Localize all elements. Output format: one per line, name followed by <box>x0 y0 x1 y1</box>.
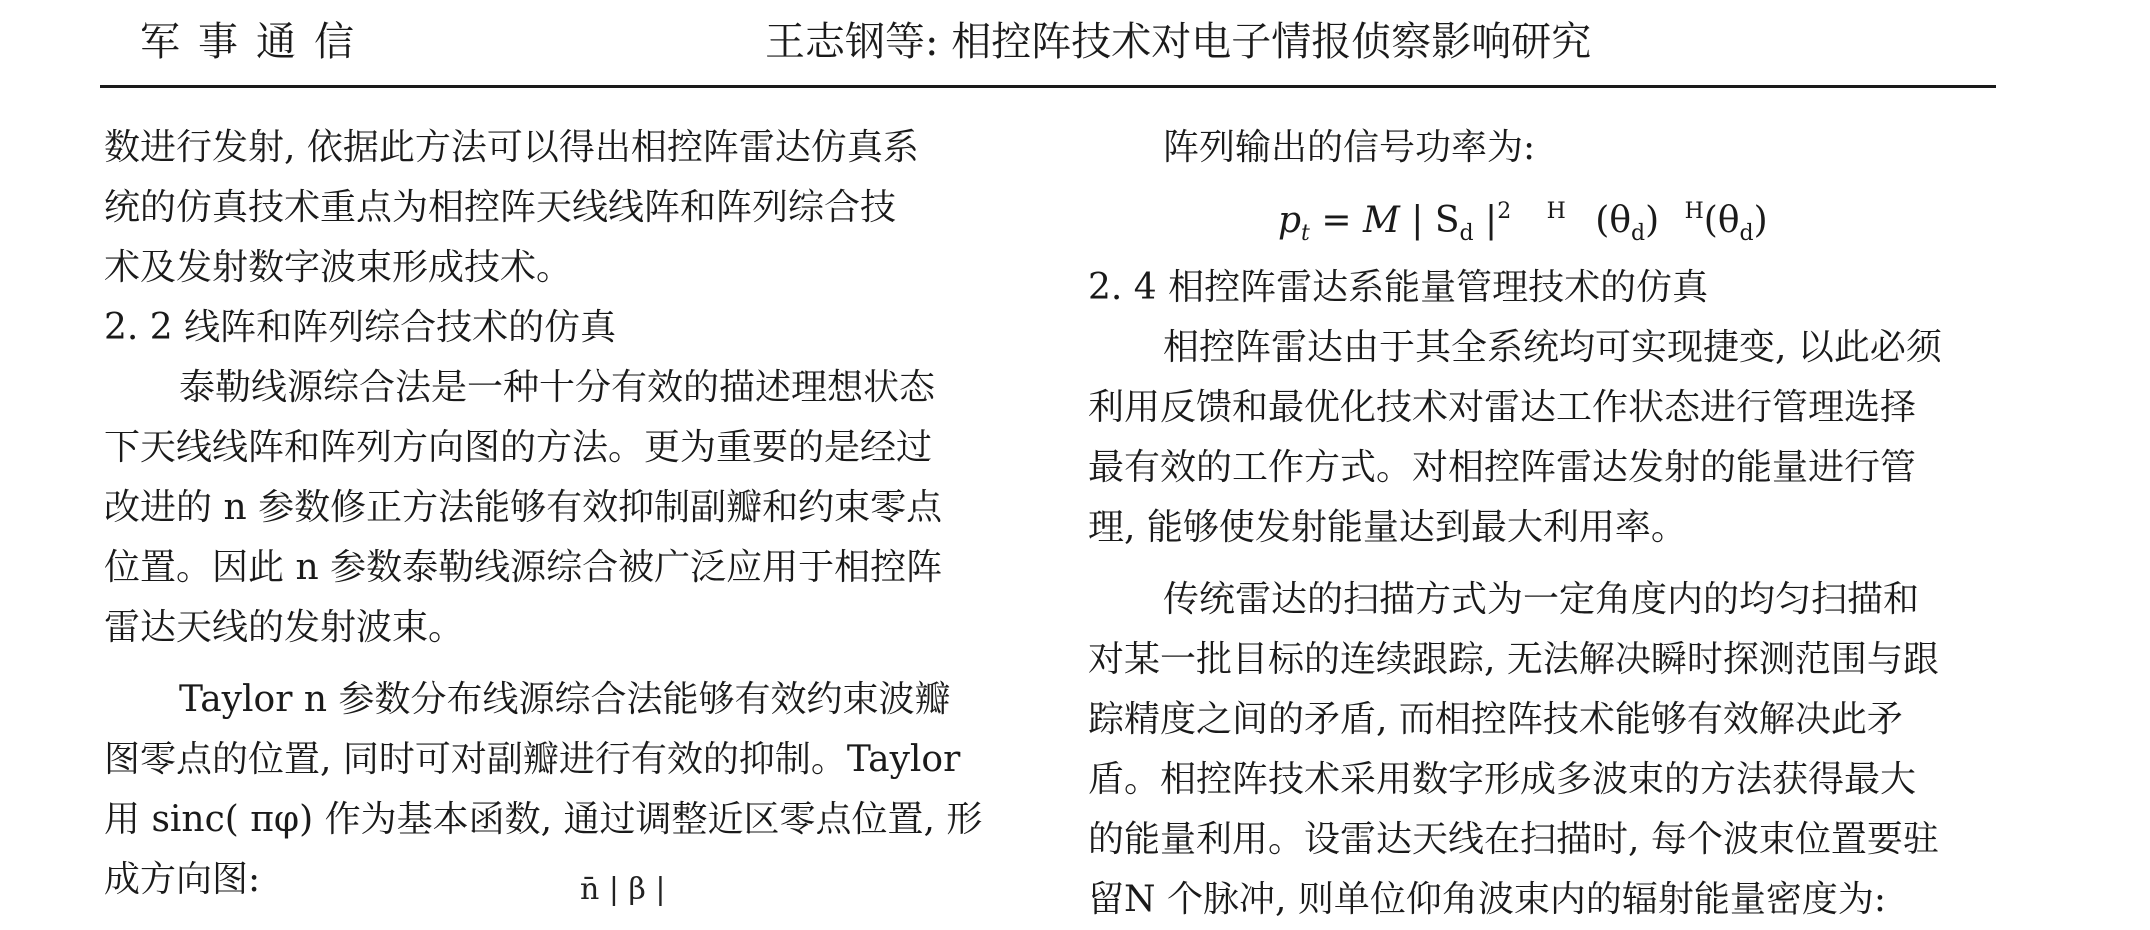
right-column <box>1088 118 2000 930</box>
text-line: 术及发射数字波束形成技术。 <box>104 247 573 288</box>
text-line: 泰勒线源综合法是一种十分有效的描述理想状态 <box>179 367 936 408</box>
text-line: 雷达天线的发射波束。 <box>104 607 465 648</box>
text-line: 传统雷达的扫描方式为一定角度内的均匀扫描和 <box>1163 579 1920 620</box>
paragraph <box>1088 318 2000 558</box>
paragraph <box>104 118 1016 298</box>
text-line: 成方向图: <box>104 859 261 900</box>
text-line: 理, 能够使发射能量达到最大利用率。 <box>1088 507 1687 548</box>
text-line: 留N 个脉冲, 则单位仰角波束内的辐射能量密度为: <box>1088 879 1886 920</box>
formula-fragment: n̄ | β | <box>580 872 666 907</box>
section-heading: 2. 4 相控阵雷达系能量管理技术的仿真 <box>1088 267 1709 308</box>
section-heading: 2. 2 线阵和阵列综合技术的仿真 <box>104 307 617 348</box>
text-line: 最有效的工作方式。对相控阵雷达发射的能量进行管 <box>1088 447 1917 488</box>
text-line: 下天线线阵和阵列方向图的方法。更为重要的是经过 <box>104 427 933 468</box>
power-equation: $p_t = M$ | $S_d$ $|^2$ $^H$ $(\theta_d)$ $^H(\theta_d)$ <box>1278 199 1768 246</box>
paragraph <box>104 358 1016 658</box>
text-line: 的能量利用。设雷达天线在扫描时, 每个波束位置要驻 <box>1088 819 1939 860</box>
left-column <box>104 118 1016 910</box>
text-line: 相控阵雷达由于其全系统均可实现捷变, 以此必须 <box>1163 327 1942 368</box>
article-title: 王志钢等: 相控阵技术对电子情报侦察影响研究 <box>765 19 1592 65</box>
text-line: 位置。因此 n 参数泰勒线源综合被广泛应用于相控阵 <box>104 547 943 588</box>
text-line: 踪精度之间的矛盾, 而相控阵技术能够有效解决此矛 <box>1088 699 1903 740</box>
text-line: 阵列输出的信号功率为: <box>1163 127 1536 168</box>
text-line: 用 sinc( πφ) 作为基本函数, 通过调整近区零点位置, 形 <box>104 799 983 840</box>
journal-name: 军事通信 <box>140 19 372 65</box>
eq-lhs: p <box>1278 200 1302 241</box>
paragraph <box>1088 570 2000 930</box>
text-line: 改进的 n 参数修正方法能够有效抑制副瓣和约束零点 <box>104 487 943 528</box>
text-line: Taylor n 参数分布线源综合法能够有效约束波瓣 <box>179 679 951 720</box>
text-line: 对某一批目标的连续跟踪, 无法解决瞬时探测范围与跟 <box>1088 639 1939 680</box>
text-line: 图零点的位置, 同时可对副瓣进行有效的抑制。Taylor <box>104 739 961 780</box>
text-line: 统的仿真技术重点为相控阵天线线阵和阵列综合技 <box>104 187 897 228</box>
text-line: 利用反馈和最优化技术对雷达工作状态进行管理选择 <box>1088 387 1917 428</box>
header-rule <box>100 85 1996 88</box>
paragraph <box>104 670 1016 910</box>
text-line: 盾。相控阵技术采用数字形成多波束的方法获得最大 <box>1088 759 1917 800</box>
text-line: 数进行发射, 依据此方法可以得出相控阵雷达仿真系 <box>104 127 919 168</box>
